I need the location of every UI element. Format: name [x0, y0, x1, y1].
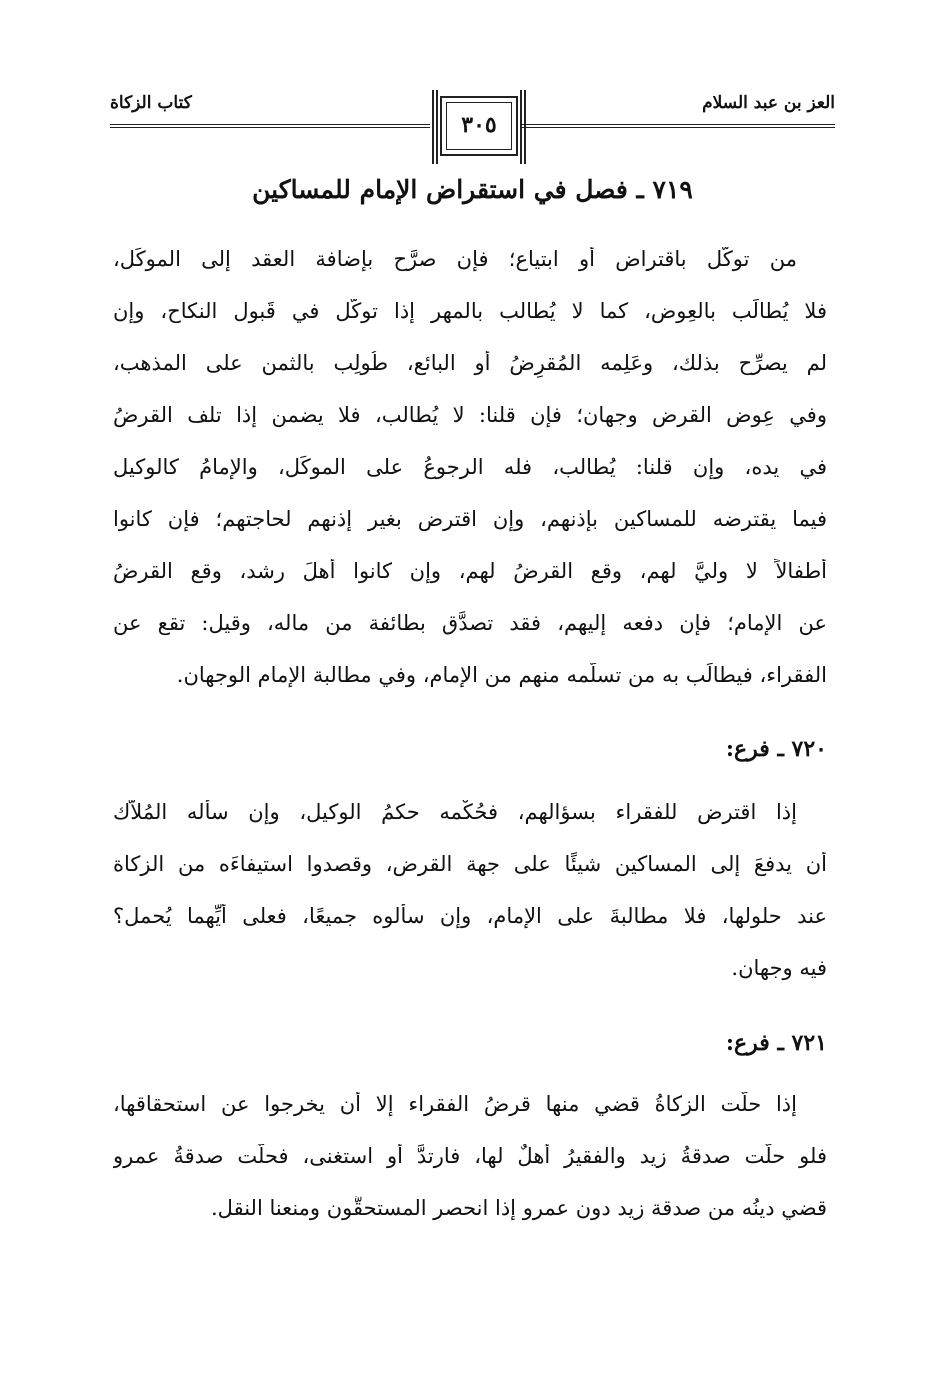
text-line: وفي عِوض القرض وجهان؛ فإن قلنا: لا يُطالب، فلا يضمن إذا تلف القرضُ: [113, 403, 827, 427]
header-author: العز بن عبد السلام: [702, 93, 835, 113]
text-line: الفقراء، فيطالَب به من تسلَّمه منهم من الإمام، وفي مطالبة الإمام الوجهان.: [176, 663, 827, 687]
text-line: في يده، وإن قلنا: يُطالب، فله الرجوعُ على الموكِّل، والإمامُ كالوكيل: [113, 455, 827, 479]
page-number-frame: [440, 96, 518, 156]
frame-ornament-right: [520, 90, 526, 164]
text-line: عند حلولها، فلا مطالبةَ على الإمام، وإن سألوه جميعًا، فعلى أيِّهما يُحمل؟: [113, 904, 827, 928]
text-line: عن الإمام؛ فإن دفعه إليهم، فقد تصدَّق بطائفة من ماله، وقيل: تقع عن: [113, 611, 827, 635]
section-title: ٧١٩ ـ فصل في استقراض الإمام للمساكين: [252, 175, 693, 204]
text-line: إذا حلَّت الزكاةُ قضي منها قرضُ الفقراء إلا أن يخرجوا عن استحقاقها،: [113, 1092, 797, 1116]
text-line: فلو حلَّت صدقةُ زيد والفقيرُ أهلٌ لها، فارتدَّ أو استغنى، فحلَّت صدقةُ عمرو: [113, 1144, 827, 1168]
subhead-720: ٧٢٠ ـ فرع:: [725, 736, 827, 762]
header-rule-right: [520, 124, 835, 128]
text-line: أطفالاً لا وليَّ لهم، وقع القرضُ لهم، وإن كانوا أهلَ رشد، وقع القرضُ: [113, 559, 827, 583]
header-book-section: كتاب الزكاة: [110, 93, 192, 113]
page-number: ٣٠٥: [461, 112, 497, 138]
subhead-721: ٧٢١ ـ فرع:: [725, 1030, 827, 1056]
header-rule-left: [110, 124, 430, 128]
text-line: فلا يُطالَب بالعِوض، كما لا يُطالب بالمهر إذا توكَّل في قَبول النكاح، وإن: [113, 299, 827, 323]
text-line: فيما يقترضه للمساكين بإذنهم، وإن اقترض بغير إذنهم لحاجتهم؛ فإن كانوا: [113, 507, 827, 531]
text-line: لم يصرِّح بذلك، وعَلِمه المُقرِضُ أو البائع، طُولِب بالثمن على المذهب،: [113, 351, 827, 375]
text-line: فيه وجهان.: [731, 956, 827, 980]
text-line: إذا اقترض للفقراء بسؤالهم، فحُكْمه حكمُ الوكيل، وإن سأله المُلاَّك: [113, 800, 797, 824]
text-line: من توكَّل باقتراض أو ابتياع؛ فإن صرَّح بإضافة العقد إلى الموكِّل،: [113, 247, 797, 271]
running-header: [110, 78, 835, 168]
text-line: أن يدفعَ إلى المساكين شيئًا على جهة القرض، وقصدوا استيفاءَه من الزكاة: [113, 852, 827, 876]
frame-ornament-left: [432, 90, 438, 164]
text-line: قضي دينُه من صدقة زيد دون عمرو إذا انحصر المستحقُّون ومنعنا النقل.: [211, 1196, 827, 1220]
